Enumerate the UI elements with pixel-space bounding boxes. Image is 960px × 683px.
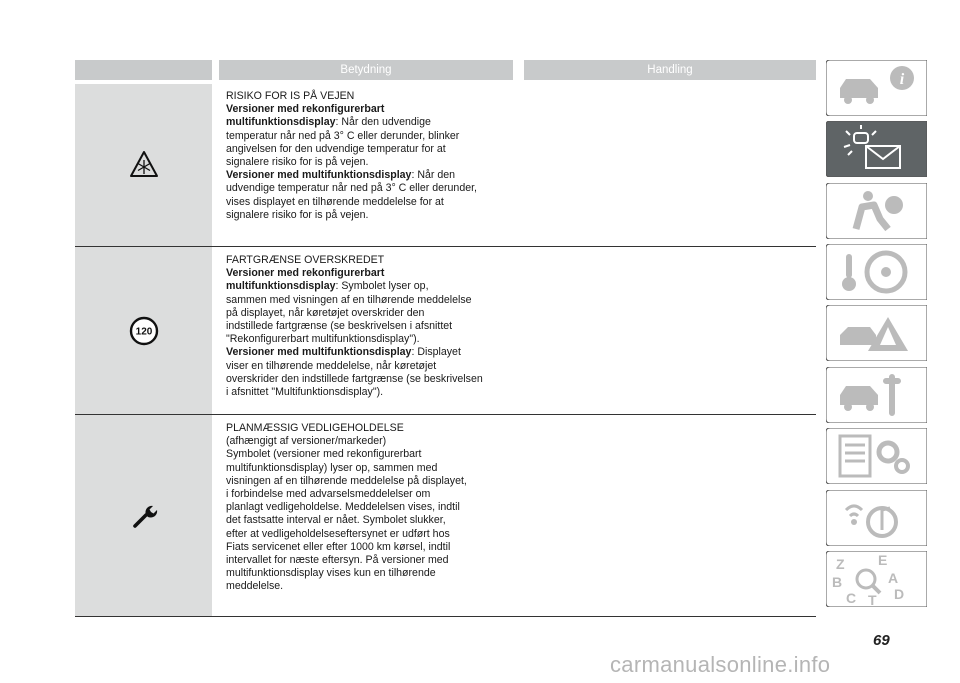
safety-airbag-tab[interactable] — [826, 183, 927, 239]
body-text: : Symbolet lyser op, — [335, 280, 429, 293]
steering-start-tab[interactable] — [826, 244, 927, 300]
body-text: : Displayet — [411, 346, 461, 359]
svg-text:A: A — [888, 570, 899, 586]
body-text: signalere risiko for is på vejen. — [226, 208, 369, 221]
version-label: multifunktionsdisplay — [226, 280, 336, 293]
body-text: visningen af en tilhørende meddelelse på displayet, — [226, 474, 467, 487]
body-text: Symbolet (versioner med rekonfigurerbart — [226, 448, 422, 461]
meaning-text — [226, 415, 526, 594]
body-text: vises displayet en tilhørende meddelelse for at — [226, 195, 444, 208]
body-text: multifunktionsdisplay) lyser op, sammen med — [226, 461, 438, 474]
row-title: FARTGRÆNSE OVERSKREDET — [226, 254, 385, 266]
svg-text:E: E — [878, 552, 888, 568]
header-meaning: Betydning — [219, 60, 513, 80]
warning-table — [75, 60, 816, 617]
body-text: : Når den udvendige — [335, 116, 431, 129]
body-text: indstillede fartgrænse (se beskrivelsen i afsnittet — [226, 320, 453, 333]
body-text: angivelsen for den udvendige temperatur for at — [226, 142, 446, 155]
version-label: Versioner med multifunktionsdisplay — [226, 169, 412, 182]
version-label: multifunktionsdisplay — [226, 116, 336, 129]
body-text: i forbindelse med advarselsmeddelelser om — [226, 488, 431, 501]
speed-limit-120-icon — [129, 316, 159, 346]
body-text: intervallet for næste eftersyn. På versioner med — [226, 554, 449, 567]
svg-text:Z: Z — [836, 556, 845, 572]
svg-text:C: C — [846, 590, 857, 606]
svg-text:T: T — [868, 592, 877, 607]
table-row — [75, 415, 816, 617]
body-text: det fastsatte interval er nået. Symbolet slukker, — [226, 514, 446, 527]
technical-data-tab-icon — [826, 428, 927, 484]
body-text: på displayet, når køretøjet overskrider den — [226, 306, 425, 319]
body-text: "Rekonfigurerbart multifunktionsdisplay"). — [226, 333, 420, 346]
technical-data-tab[interactable] — [826, 428, 927, 484]
body-text: meddelelse. — [226, 580, 284, 593]
meaning-text — [226, 247, 526, 399]
body-text: (afhængigt af versioner/markeder) — [226, 435, 387, 448]
body-text: temperatur når ned på 3° C eller derunder, blinker — [226, 129, 460, 142]
version-label: Versioner med rekonfigurerbart — [226, 103, 385, 116]
row-title: PLANMÆSSIG VEDLIGEHOLDELSE — [226, 422, 404, 434]
emergency-tab[interactable] — [826, 305, 927, 361]
speed-limit-value: 120 — [135, 326, 152, 338]
table-row — [75, 247, 816, 415]
body-text: : Når den — [411, 169, 456, 182]
car-info-tab[interactable] — [826, 60, 927, 116]
car-info-tab-icon — [826, 60, 927, 116]
maintenance-tab[interactable] — [826, 367, 927, 423]
steering-start-tab-icon — [826, 244, 927, 300]
symbol-cell — [75, 84, 212, 246]
page-number: 69 — [873, 632, 890, 649]
warning-lights-tab[interactable] — [826, 121, 927, 177]
svg-text:D: D — [894, 586, 905, 602]
watermark: carmanualsonline.info — [610, 652, 831, 677]
version-label: Versioner med multifunktionsdisplay — [226, 346, 412, 359]
emergency-tab-icon — [826, 305, 927, 361]
header-symbol — [75, 60, 212, 80]
body-text: overskrider den indstillede fartgrænse (se beskrivelsen — [226, 372, 483, 385]
svg-text:B: B — [832, 574, 843, 590]
body-text: multifunktionsdisplay vises kun en tilhørende — [226, 567, 436, 580]
multimedia-tab[interactable] — [826, 490, 927, 546]
body-text: viser en tilhørende meddelelse, når køretøjet — [226, 359, 437, 372]
body-text: sammen med visningen af en tilhørende meddelelse — [226, 293, 472, 306]
row-title: RISIKO FOR IS PÅ VEJEN — [226, 90, 355, 102]
ice-warning-icon — [129, 150, 159, 180]
maintenance-tab-icon — [826, 367, 927, 423]
version-label: Versioner med rekonfigurerbart — [226, 267, 385, 280]
body-text: udvendige temperatur når ned på 3° C eller derunder, — [226, 182, 477, 195]
table-header — [75, 60, 816, 80]
body-text: efter at vedligeholdelseseftersynet er udført hos — [226, 527, 450, 540]
svg-text:i: i — [899, 71, 905, 88]
symbol-cell — [75, 247, 212, 414]
index-tab-icon — [826, 551, 927, 607]
meaning-text — [226, 84, 526, 222]
wrench-icon — [129, 501, 159, 531]
symbol-cell — [75, 415, 212, 616]
safety-airbag-tab-icon — [826, 183, 927, 239]
body-text: Fiats servicenet eller efter 1000 km kørsel, indtil — [226, 540, 451, 553]
index-tab[interactable] — [826, 551, 927, 607]
header-action: Handling — [524, 60, 816, 80]
body-text: i afsnittet "Multifunktionsdisplay"). — [226, 386, 384, 399]
table-row — [75, 84, 816, 247]
multimedia-tab-icon — [826, 490, 927, 546]
warning-lights-tab-icon — [826, 121, 927, 177]
body-text: planlagt vedligeholdelse. Meddelelsen vises, indtil — [226, 501, 460, 514]
body-text: signalere risiko for is på vejen. — [226, 156, 369, 169]
